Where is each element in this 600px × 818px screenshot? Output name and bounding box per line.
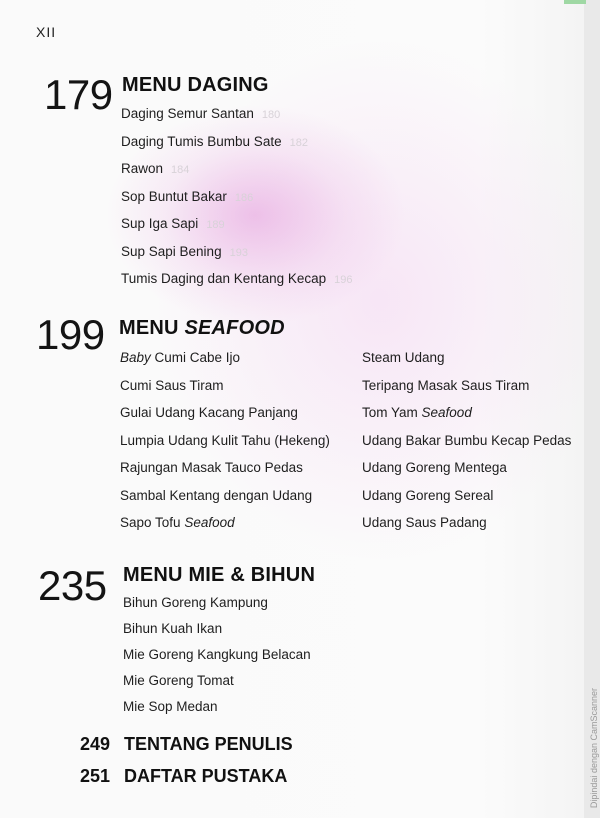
list-item[interactable]: Mie Sop Medan: [123, 699, 218, 714]
list-item[interactable]: Tumis Daging dan Kentang Kecap 196: [121, 271, 353, 286]
seafood-list-right: [362, 348, 571, 541]
list-item[interactable]: Mie Goreng Kangkung Belacan: [123, 647, 311, 662]
list-item[interactable]: Cumi Saus Tiram: [120, 377, 224, 393]
list-item[interactable]: Udang Saus Padang: [362, 515, 487, 530]
list-item[interactable]: Lumpia Udang Kulit Tahu (Hekeng): [120, 432, 330, 448]
list-item[interactable]: Sup Iga Sapi 189: [121, 216, 225, 231]
list-item[interactable]: Bihun Kuah Ikan: [123, 621, 223, 636]
list-item[interactable]: Gulai Udang Kacang Panjang: [120, 405, 298, 420]
list-item[interactable]: Baby Cumi Cabe Ijo: [120, 350, 241, 365]
section-page-number-daging: 179: [44, 71, 113, 118]
list-item[interactable]: Udang Goreng Mentega: [362, 460, 507, 475]
list-item[interactable]: Udang Goreng Sereal: [362, 487, 494, 503]
list-item[interactable]: Rajungan Masak Tauco Pedas: [120, 460, 303, 475]
list-item[interactable]: Tom Yam Seafood: [362, 405, 472, 420]
section-page-number-seafood: 199: [36, 311, 105, 358]
section-page-number-mie: 235: [38, 562, 107, 609]
list-item[interactable]: Bihun Goreng Kampung: [123, 595, 268, 610]
list-item[interactable]: Daging Tumis Bumbu Sate 182: [121, 133, 308, 149]
list-item[interactable]: Sup Sapi Bening 193: [121, 243, 248, 259]
seafood-list-left: [120, 348, 330, 541]
page-number-roman: XII: [36, 24, 57, 40]
list-item[interactable]: Udang Bakar Bumbu Kecap Pedas: [362, 432, 572, 448]
mie-list: [123, 593, 311, 723]
section-title-mie: MENU MIE & BIHUN: [123, 564, 316, 586]
list-item[interactable]: Daging Semur Santan 180: [121, 106, 281, 121]
back-matter-penulis[interactable]: 249 TENTANG PENULIS: [80, 734, 293, 754]
section-title-seafood: MENU SEAFOOD: [119, 317, 285, 339]
section-title-daging: MENU DAGING: [122, 74, 269, 96]
list-item[interactable]: Steam Udang: [362, 350, 445, 365]
list-item[interactable]: Mie Goreng Tomat: [123, 673, 234, 688]
back-matter-pustaka[interactable]: 251 DAFTAR PUSTAKA: [80, 766, 288, 786]
list-item[interactable]: Sapo Tofu Seafood: [120, 515, 235, 530]
daging-list: [121, 104, 353, 297]
scanner-watermark: Dipindai dengan CamScanner: [589, 687, 599, 808]
page-edge-mark: [564, 0, 586, 4]
list-item[interactable]: Sambal Kentang dengan Udang: [120, 487, 313, 503]
list-item[interactable]: Rawon 184: [121, 161, 190, 176]
list-item[interactable]: Sop Buntut Bakar 186: [121, 188, 254, 204]
list-item[interactable]: Teripang Masak Saus Tiram: [362, 377, 530, 393]
